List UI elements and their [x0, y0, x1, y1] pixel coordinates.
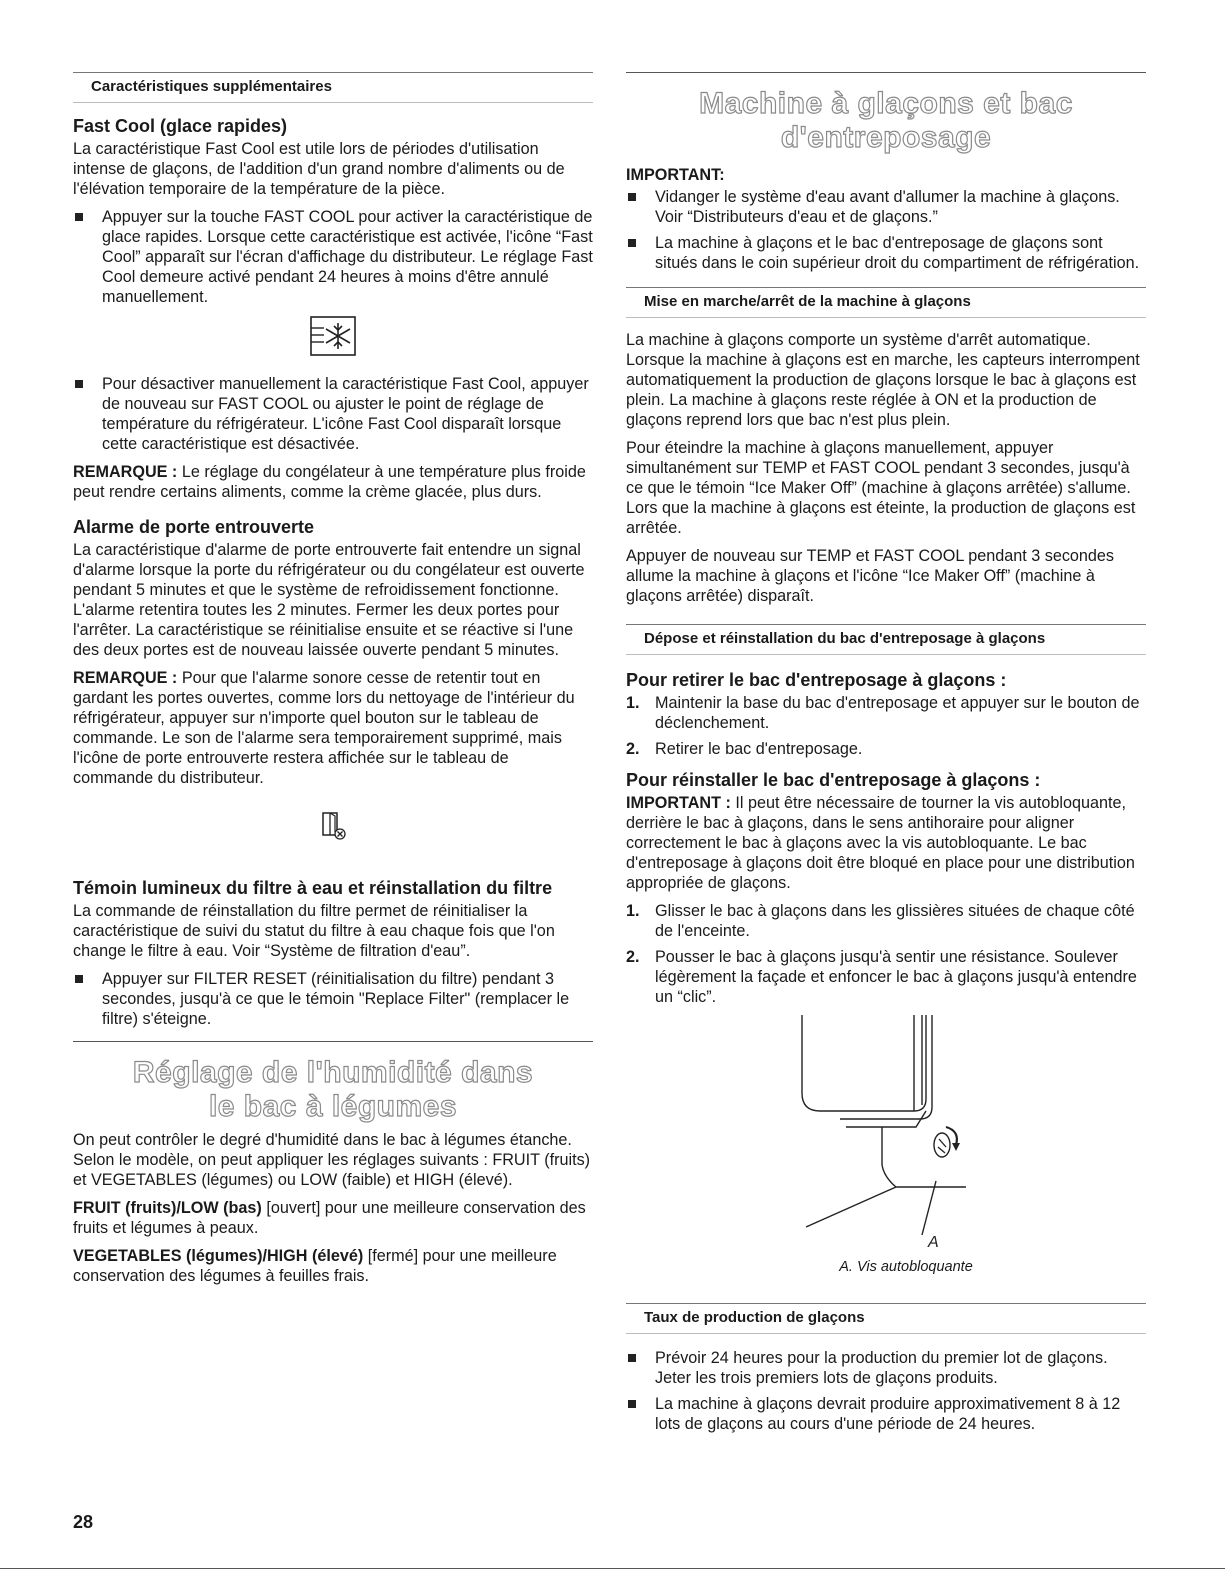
- note-label: REMARQUE :: [73, 669, 178, 687]
- bin-label-box: [626, 624, 1146, 655]
- rate-label: Taux de production de glaçons: [644, 1309, 865, 1326]
- fast-cool-note: [73, 462, 593, 502]
- rate-list: [626, 1348, 1146, 1434]
- note-text: Le réglage du congélateur à une température plus froide peut rendre certains aliments, comme la crème glacée, plus durs.: [73, 463, 586, 501]
- section-label: Caractéristiques supplémentaires: [91, 78, 332, 95]
- list-item: La machine à glaçons et le bac d'entreposage de glaçons sont situés dans le coin supérieur droit du compartiment de réfrigération.: [626, 233, 1146, 273]
- install-important-text: Il peut être nécessaire de tourner la vis autobloquante, derrière le bac à glaçons, dans le sens antihoraire pour aligner correctement le bac à glaçons avec la vis autobloquante. Le bac d'entreposage à glaçons doit être bloqué en place pour une distribution appropriée de glaçons.: [626, 794, 1135, 892]
- fast-cool-list: [73, 207, 593, 307]
- list-item: Appuyer sur la touche FAST COOL pour activer la caractéristique de glace rapides. Lorsque cette caractéristique est activée, l'icône “Fast Cool” apparaît sur l'écran d'affichage du distributeur. Le réglage Fast Cool demeure activé pendant 24 heures à moins d'être annulé manuellement.: [73, 207, 593, 307]
- filter-text: La commande de réinstallation du filtre permet de réinitialiser la caractéristique de suivi du statut du filtre à eau chaque fois que l'on change le filtre à eau. Voir “Système de filtration d'eau”.: [73, 902, 555, 960]
- note-text: Pour que l'alarme sonore cesse de retentir tout en gardant les portes ouvertes, comme lors du nettoyage de l'intérieur du réfrigérateur, appuyer sur n'importe quel bouton sur le tableau de commande. Le son de l'alarme sera temporairement supprimé, mais l'icône de porte entrouverte restera affichée sur le tableau de commande du distributeur.: [73, 669, 575, 787]
- list-item: 1. Glisser le bac à glaçons dans les glissières situées de chaque côté de l'enceinte.: [626, 902, 1135, 940]
- step-number: 1.: [626, 694, 640, 712]
- fruit-text: [ouvert] pour une meilleure conservation des fruits et légumes à peaux.: [73, 1199, 586, 1237]
- fast-cool-list-2: [73, 374, 593, 454]
- install-important: [626, 793, 1146, 893]
- left-column: [73, 72, 593, 1294]
- filter-heading: Témoin lumineux du filtre à eau et réinstallation du filtre: [73, 878, 553, 898]
- onoff-p3: Appuyer de nouveau sur TEMP et FAST COOL pendant 3 secondes allume la machine à glaçons et l'icône “Ice Maker Off” (machine à glaçons arrêtée) disparaît.: [626, 547, 1115, 605]
- alarm-heading: Alarme de porte entrouverte: [73, 517, 315, 537]
- list-item: 2. Pousser le bac à glaçons jusqu'à sentir une résistance. Soulever légèrement la façade et enfoncer le bac à glaçons jusqu'à entendre un “clic”.: [626, 948, 1137, 1006]
- install-steps: [626, 901, 1146, 1007]
- fruit-label: FRUIT (fruits)/LOW (bas): [73, 1199, 262, 1217]
- figure-letter: A: [928, 1234, 939, 1251]
- onoff-label: Mise en marche/arrêt de la machine à glaçons: [644, 293, 971, 310]
- ice-bin-illustration: [626, 1015, 1146, 1255]
- fast-cool-intro: La caractéristique Fast Cool est utile lors de périodes d'utilisation intense de glaçons, de l'addition d'un grand nombre d'aliments ou de l'élévation temporaire de la température de la pièce.: [73, 140, 565, 198]
- remove-steps: [626, 693, 1146, 759]
- humidity-title-line2: le bac à légumes: [208, 1090, 458, 1123]
- ice-maker-title: Machine à glaçons et bac d'entreposage: [699, 87, 1073, 154]
- rate-label-box: [626, 1303, 1146, 1334]
- list-item: Appuyer sur FILTER RESET (réinitialisation du filtre) pendant 3 secondes, jusqu'à ce que le témoin "Replace Filter" (remplacer le filtre) s'éteigne.: [73, 969, 593, 1029]
- list-item: Prévoir 24 heures pour la production du premier lot de glaçons. Jeter les trois premiers lots de glaçons produits.: [626, 1348, 1146, 1388]
- right-column: [626, 72, 1146, 1442]
- section-label-box: [73, 72, 593, 103]
- important-list: [626, 187, 1146, 273]
- humidity-fruit: [73, 1198, 593, 1238]
- humidity-section: [73, 1041, 593, 1286]
- fast-cool-icon-wrap: [73, 315, 593, 364]
- onoff-label-box: [626, 287, 1146, 318]
- list-item: Pour désactiver manuellement la caractéristique Fast Cool, appuyer de nouveau sur FAST COOL ou ajuster le point de réglage de température du réfrigérateur. L'icône Fast Cool disparaît lorsque cette caractéristique est désactivée.: [73, 374, 593, 454]
- step-number: 2.: [626, 740, 640, 758]
- onoff-p2: Pour éteindre la machine à glaçons manuellement, appuyer simultanément sur TEMP et FAST COOL pendant 3 secondes, jusqu'à ce que le témoin “Ice Maker Off” (machine à glaçons arrêtée) s'allume. Lors que la machine à glaçons est éteinte, la production de glaçons est arrêtée.: [626, 439, 1136, 537]
- humidity-title-line1: Réglage de l'humidité dans: [132, 1056, 534, 1089]
- page-number: 28: [73, 1512, 94, 1532]
- remove-heading: Pour retirer le bac d'entreposage à glaçons :: [626, 670, 1007, 690]
- filter-list: [73, 969, 593, 1029]
- onoff-p1: La machine à glaçons comporte un système d'arrêt automatique. Lorsque la machine à glaçons est en marche, les capteurs interrompent automatiquement la production de glaçons lorsque le bac à glaçons est plein. La machine à glaçons reste réglée à ON et la production de glaçons reprend lors que bac n'est plus plein.: [626, 331, 1140, 429]
- fast-cool-heading: Fast Cool (glace rapides): [73, 116, 288, 136]
- door-ajar-icon: [317, 810, 349, 842]
- humidity-title: [73, 1056, 593, 1124]
- vegetables-label: VEGETABLES (légumes)/HIGH (élevé): [73, 1247, 364, 1265]
- ice-maker-title-box: [626, 72, 1146, 155]
- bottom-rule: [0, 1568, 1225, 1569]
- vegetables-text: [fermé] pour une meilleure conservation des légumes à feuilles frais.: [73, 1247, 557, 1285]
- humidity-text: On peut contrôler le degré d'humidité dans le bac à légumes étanche. Selon le modèle, on peut appliquer les réglages suivants : FRUIT (fruits) et VEGETABLES (légumes) ou LOW (faible) et HIGH (élevé).: [73, 1131, 591, 1189]
- note-label: REMARQUE :: [73, 463, 178, 481]
- list-item: La machine à glaçons devrait produire approximativement 8 à 12 lots de glaçons au cours d'une période de 24 heures.: [626, 1394, 1146, 1434]
- important-label: IMPORTANT:: [626, 166, 725, 184]
- fast-cool-icon: [304, 315, 362, 359]
- door-ajar-icon-wrap: [73, 810, 593, 847]
- list-item: 2. Retirer le bac d'entreposage.: [626, 740, 863, 758]
- step-number: 2.: [626, 948, 640, 966]
- list-item: Vidanger le système d'eau avant d'allumer la machine à glaçons. Voir “Distributeurs d'eau et de glaçons.”: [626, 187, 1146, 227]
- install-heading: Pour réinstaller le bac d'entreposage à glaçons :: [626, 770, 1041, 790]
- alarm-note: [73, 668, 593, 788]
- bin-label: Dépose et réinstallation du bac d'entreposage à glaçons: [644, 630, 1046, 647]
- figure-caption: A. Vis autobloquante: [839, 1259, 973, 1275]
- ice-bin-figure: [626, 1015, 1146, 1255]
- humidity-vegetables: [73, 1246, 593, 1286]
- list-item: 1. Maintenir la base du bac d'entreposage et appuyer sur le bouton de déclenchement.: [626, 694, 1140, 732]
- alarm-text: La caractéristique d'alarme de porte entrouverte fait entendre un signal d'alarme lorsque la porte du réfrigérateur ou du congélateur est ouverte pendant 5 minutes et que le système de refroidissement fonctionne. L'alarme retentira toutes les 2 minutes. Fermer les deux portes pour l'arrêter. La caractéristique se réinitialise ensuite et se réactive si l'une des deux portes est de nouveau laissée ouverte pendant 5 minutes.: [73, 541, 585, 659]
- install-important-label: IMPORTANT :: [626, 794, 731, 812]
- step-number: 1.: [626, 902, 640, 920]
